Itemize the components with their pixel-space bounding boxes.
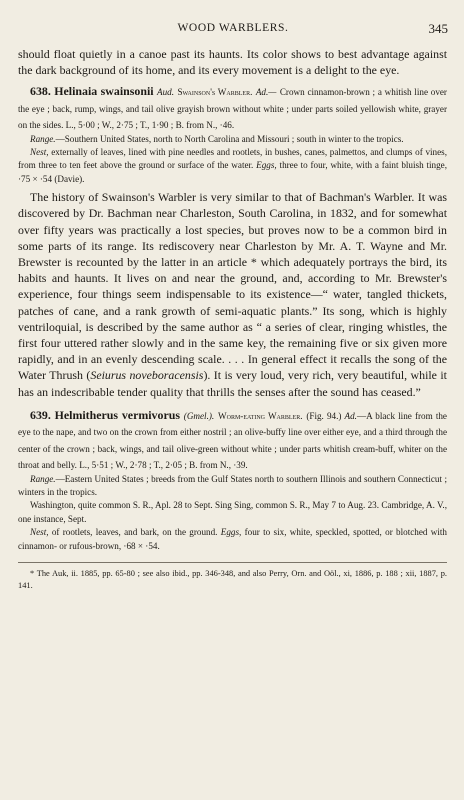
common-name: Swainson's Warbler. bbox=[177, 87, 253, 98]
nest-text: externally of leaves, lined with pine needles and rootlets, in bushes, canes, palmettos, and clumps of vines, from three to ten feet above the ground or surface of the water. bbox=[18, 147, 447, 171]
nest-label: Nest, bbox=[30, 147, 49, 158]
eggs-label: Eggs, bbox=[256, 160, 277, 171]
species-638-heading bbox=[18, 83, 447, 132]
authority: (Gmel.). bbox=[183, 410, 215, 421]
species-639-records: Washington, quite common S. R., Apl. 28 to Sept. Sing Sing, common S. R., May 7 to Aug. 23. Cambridge, A. V., one instance, Sept. bbox=[18, 500, 447, 524]
adult-label: Ad.— bbox=[255, 87, 277, 98]
species-description: Crown cinnamon-brown ; a whitish line over the eye ; back, rump, wings, and tail olive grayish brown without white ; under parts soiled yellowish white, grayer on the sides. L., 5·00 ; W., 2·75 ; T., 1·90 ; B. from N., ·46. bbox=[18, 87, 447, 131]
species-description: —A black line from the eye to the nape, and two on the crown from either nostril ; an olive-buffy line over either eye, and a third through the center of the crown ; back, wings, and tail olive-green without white ; under parts whitish cream-buff, whiter on the throat and belly. L., 5·51 ; W., 2·78 ; T., 2·05 ; B. from N., ·39. bbox=[18, 410, 447, 471]
history-text-a: The history of Swainson's Warbler is very similar to that of Bachman's Warbler. It was discovered by Dr. Bachman near Charleston, South Carolina, in 1832, and for somewhat over fifty years was practically a lost species, but proves now to be a common bird in some parts of its range. Its rediscovery near Charleston by Mr. A. T. Wayne and Mr. Brewster is recounted by the latter in an article * which adequately portrays the bird, its habits and haunts. It lives on and near the ground, and, according to Mr. Brewster's experience, four things seem indispensable to its existence—“ water, tangled thickets, patches of cane, and a rank growth of semi-aquatic plants.” Its song, which is highly ventriloquial, is described by the same author as “ a series of clear, ringing whistles, the first four uttered rather slowly and in the same key, the remaining five or six given more rapidly, and in an evenly descending scale. . . . In general effect it recalls the song of the Water Thrush ( bbox=[18, 190, 447, 383]
figure-ref: (Fig. 94.) bbox=[306, 410, 345, 421]
common-name: Worm-eating Warbler. bbox=[218, 410, 303, 421]
species-638-range bbox=[18, 133, 447, 146]
species-number: 638. bbox=[30, 84, 51, 99]
history-scientific: Seiurus noveboracensis bbox=[90, 368, 204, 383]
page-body bbox=[18, 46, 447, 593]
page-number: 345 bbox=[428, 21, 448, 36]
range-label: Range. bbox=[30, 133, 56, 144]
range-text: —Southern United States, north to North Carolina and Missouri ; south in winter to the tropics. bbox=[55, 133, 404, 144]
species-number: 639. bbox=[30, 407, 51, 422]
nest-label: Nest, bbox=[30, 527, 49, 538]
scientific-name: Helinaia swainsonii bbox=[54, 84, 154, 99]
species-639-nest bbox=[18, 526, 447, 553]
running-header bbox=[18, 22, 448, 38]
eggs-label: Eggs, bbox=[220, 527, 242, 538]
nest-text: of rootlets, leaves, and bark, on the ground. bbox=[48, 527, 221, 538]
eggs-text: four to six, white, speckled, spotted, or blotched with cinnamon- or rufous-brown, ·68 × ·54. bbox=[18, 527, 447, 551]
intro-paragraph: should float quietly in a canoe past its haunts. Its color shows to best advantage against the dark background of its home, and its every movement is a delight to the eye. bbox=[18, 47, 447, 78]
range-text: —Eastern United States ; breeds from the Gulf States north to southern Illinois and southern Connecticut ; winters in the tropics. bbox=[18, 473, 447, 497]
chapter-title: WOOD WARBLERS. bbox=[177, 22, 289, 34]
species-638-nest bbox=[18, 146, 447, 186]
species-638-history bbox=[18, 189, 447, 400]
adult-label: Ad. bbox=[344, 410, 357, 421]
scientific-name: Helmitherus vermivorus bbox=[54, 407, 180, 422]
footnote: * The Auk, ii. 1885, pp. 65-80 ; see also ibid., pp. 346-348, and also Perry, Orn. and Oöl., xi, 1886, p. 188 ; xii, 1887, p. 141. bbox=[18, 568, 447, 591]
footnote-divider bbox=[18, 562, 447, 563]
species-639-heading bbox=[18, 407, 447, 473]
species-639-range bbox=[18, 473, 447, 500]
range-label: Range. bbox=[30, 473, 56, 484]
authority: Aud. bbox=[157, 87, 175, 98]
eggs-text: three to four, white, with a faint bluish tinge, ·75 × ·54 (Davie). bbox=[18, 160, 447, 184]
history-text-b: ). It is very loud, very rich, very beautiful, while it has an indescribable tender quality that thrills the senses after the sound has ceased.” bbox=[18, 368, 447, 399]
